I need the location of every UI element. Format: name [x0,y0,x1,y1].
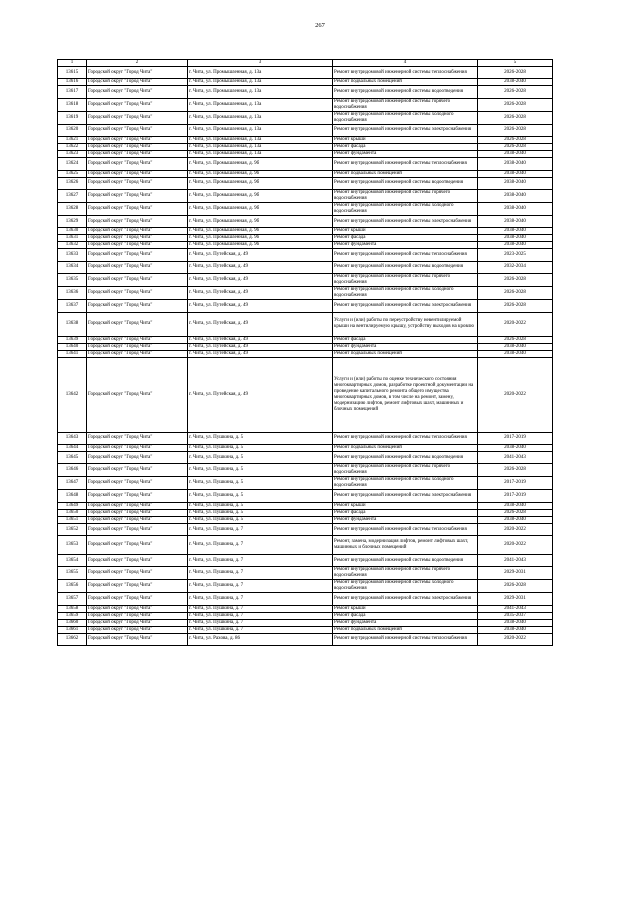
period-cell: 2041-2043 [478,452,553,464]
organization-cell: Городской округ "Город Чита" [87,177,188,189]
period-cell: 2038-2040 [478,235,553,242]
table-row [58,554,553,566]
work-type-cell: Ремонт внутридомовой инженерной системы теплоснабжения [333,523,478,535]
table-row [58,98,553,111]
table-row [58,432,553,444]
period-cell: 2026-2028 [478,98,553,111]
table-row [58,235,553,242]
table-row [58,344,553,351]
row-number: 13651 [58,516,87,523]
table-row [58,633,553,645]
page-number: 267 [315,22,325,29]
organization-cell: Городской округ "Город Чита" [87,612,188,619]
organization-cell: Городской округ "Город Чита" [87,124,188,136]
table-row [58,189,553,202]
row-number: 13638 [58,312,87,337]
work-type-cell: Ремонт фундамента [333,242,478,249]
organization-cell: Городской округ "Город Чита" [87,502,188,509]
address-cell: г. Чита, ул. Промышленная, д. 13а [188,151,333,158]
row-number: 13629 [58,215,87,227]
organization-cell: Городской округ "Город Чита" [87,605,188,612]
work-type-cell: Ремонт внутридомовой инженерной системы электроснабжения [333,490,478,502]
period-cell: 2041-2043 [478,554,553,566]
row-number: 13632 [58,242,87,249]
address-cell: г. Чита, ул. Путейская, д. 49 [188,351,333,358]
organization-cell: Городской округ "Город Чита" [87,151,188,158]
table-row [58,593,553,605]
row-number: 13649 [58,502,87,509]
row-number: 13660 [58,619,87,626]
organization-cell: Городской округ "Город Чита" [87,158,188,170]
address-cell: г. Чита, ул. Промышленная, д. 13а [188,137,333,144]
row-number: 13640 [58,344,87,351]
row-number: 13656 [58,580,87,593]
period-cell: 2029-2031 [478,593,553,605]
work-type-cell: Ремонт внутридомовой инженерной системы электроснабжения [333,215,478,227]
table-row [58,358,553,432]
address-cell: г. Чита, ул. Пушкина, д. 5 [188,490,333,502]
row-number: 13622 [58,144,87,151]
row-number: 13657 [58,593,87,605]
row-number: 13637 [58,300,87,312]
work-type-cell: Ремонт внутридомовой инженерной системы водоотведения [333,554,478,566]
period-cell: 2026-2028 [478,509,553,516]
table-row [58,464,553,477]
row-number: 13619 [58,111,87,124]
row-number: 13641 [58,351,87,358]
address-cell: г. Чита, ул. Путейская, д. 49 [188,287,333,300]
work-type-cell: Ремонт подвальных помещений [333,79,478,86]
work-type-cell: Услуги и (или) работы по переустройству невентилируемой крыши на вентилируемую крышу, устройству выходов на кровлю [333,312,478,337]
organization-cell: Городской округ "Город Чита" [87,300,188,312]
address-cell: г. Чита, ул. Путейская, д. 49 [188,312,333,337]
address-cell: г. Чита, ул. Пушкина, д. 5 [188,452,333,464]
period-cell: 2017-2019 [478,432,553,444]
work-type-cell: Ремонт подвальных помещений [333,626,478,633]
work-type-cell: Ремонт фундамента [333,151,478,158]
table-row [58,215,553,227]
address-cell: г. Чита, ул. Рахова, д. 86 [188,633,333,645]
table-row [58,351,553,358]
table-row [58,261,553,273]
address-cell: г. Чита, ул. Пушкина, д. 7 [188,523,333,535]
period-cell: 2038-2040 [478,626,553,633]
period-cell: 2026-2028 [478,124,553,136]
table-row [58,79,553,86]
work-type-cell: Ремонт внутридомовой инженерной системы холодного водоснабжения [333,202,478,215]
table-row [58,567,553,580]
address-cell: г. Чита, ул. Путейская, д. 49 [188,261,333,273]
address-cell: г. Чита, ул. Пушкина, д. 7 [188,536,333,555]
table-row [58,151,553,158]
row-number: 13636 [58,287,87,300]
period-cell: 2038-2040 [478,158,553,170]
organization-cell: Городской округ "Город Чита" [87,536,188,555]
organization-cell: Городской округ "Город Чита" [87,633,188,645]
period-cell: 2038-2040 [478,202,553,215]
address-cell: г. Чита, ул. Пушкина, д. 5 [188,432,333,444]
work-type-cell: Ремонт крыши [333,605,478,612]
organization-cell: Городской округ "Город Чита" [87,445,188,452]
table-row [58,158,553,170]
organization-cell: Городской округ "Город Чита" [87,452,188,464]
organization-cell: Городской округ "Город Чита" [87,98,188,111]
work-type-cell: Ремонт внутридомовой инженерной системы электроснабжения [333,593,478,605]
address-cell: г. Чита, ул. Пушкина, д. 7 [188,619,333,626]
period-cell: 2038-2040 [478,177,553,189]
header-col-1: 1 [58,60,87,67]
table-row [58,516,553,523]
organization-cell: Городской округ "Город Чита" [87,274,188,287]
row-number: 13635 [58,274,87,287]
address-cell: г. Чита, ул. Промышленная, д. 13а [188,111,333,124]
period-cell: 2020-2022 [478,312,553,337]
header-col-4: 4 [333,60,478,67]
table-row [58,287,553,300]
table-row [58,144,553,151]
work-type-cell: Ремонт внутридомовой инженерной системы горячего водоснабжения [333,464,478,477]
address-cell: г. Чита, ул. Промышленная, д. 13а [188,86,333,98]
address-cell: г. Чита, ул. Путейская, д. 49 [188,337,333,344]
row-number: 13648 [58,490,87,502]
period-cell: 2026-2028 [478,300,553,312]
work-type-cell: Ремонт крыши [333,137,478,144]
row-number: 13624 [58,158,87,170]
header-col-2: 2 [87,60,188,67]
organization-cell: Городской округ "Город Чита" [87,358,188,432]
address-cell: г. Чита, ул. Пушкина, д. 7 [188,567,333,580]
work-type-cell: Ремонт внутридомовой инженерной системы водоотведения [333,177,478,189]
period-cell: 2026-2028 [478,337,553,344]
row-number: 13627 [58,189,87,202]
work-type-cell: Ремонт фундамента [333,619,478,626]
table-row [58,170,553,177]
address-cell: г. Чита, ул. Пушкина, д. 5 [188,464,333,477]
row-number: 13643 [58,432,87,444]
organization-cell: Городской округ "Город Чита" [87,249,188,261]
organization-cell: Городской округ "Город Чита" [87,79,188,86]
work-type-cell: Ремонт внутридомовой инженерной системы холодного водоснабжения [333,287,478,300]
organization-cell: Городской округ "Город Чита" [87,432,188,444]
period-cell: 2032-2034 [478,261,553,273]
header-col-5: 5 [478,60,553,67]
period-cell: 2038-2040 [478,228,553,235]
organization-cell: Городской округ "Город Чита" [87,137,188,144]
period-cell: 2038-2040 [478,189,553,202]
row-number: 13652 [58,523,87,535]
address-cell: г. Чита, ул. Промышленная, д. 9б [188,235,333,242]
row-number: 13662 [58,633,87,645]
work-type-cell: Ремонт фундамента [333,344,478,351]
work-type-cell: Ремонт внутридомовой инженерной системы холодного водоснабжения [333,580,478,593]
period-cell: 2038-2040 [478,351,553,358]
organization-cell: Городской округ "Город Чита" [87,337,188,344]
organization-cell: Городской округ "Город Чита" [87,516,188,523]
address-cell: г. Чита, ул. Промышленная, д. 9б [188,189,333,202]
row-number: 13630 [58,228,87,235]
table-row [58,111,553,124]
period-cell: 2026-2028 [478,111,553,124]
row-number: 13618 [58,98,87,111]
work-type-cell: Ремонт крыши [333,228,478,235]
row-number: 13615 [58,67,87,79]
table-row [58,605,553,612]
table-row [58,626,553,633]
table-row [58,445,553,452]
table-row [58,452,553,464]
address-cell: г. Чита, ул. Пушкина, д. 7 [188,605,333,612]
organization-cell: Городской округ "Город Чита" [87,287,188,300]
period-cell: 2026-2028 [478,274,553,287]
organization-cell: Городской округ "Город Чита" [87,509,188,516]
table-row [58,242,553,249]
address-cell: г. Чита, ул. Пушкина, д. 5 [188,445,333,452]
period-cell: 2029-2031 [478,567,553,580]
work-type-cell: Ремонт подвальных помещений [333,445,478,452]
period-cell: 2026-2028 [478,144,553,151]
row-number: 13639 [58,337,87,344]
organization-cell: Городской округ "Город Чита" [87,490,188,502]
work-type-cell: Ремонт внутридомовой инженерной системы горячего водоснабжения [333,274,478,287]
organization-cell: Городской округ "Город Чита" [87,464,188,477]
row-number: 13628 [58,202,87,215]
header-col-3: 3 [188,60,333,67]
address-cell: г. Чита, ул. Промышленная, д. 13а [188,124,333,136]
organization-cell: Городской округ "Город Чита" [87,242,188,249]
period-cell: 2020-2022 [478,633,553,645]
work-type-cell: Ремонт внутридомовой инженерной системы теплоснабжения [333,158,478,170]
work-type-cell: Ремонт внутридомовой инженерной системы водоотведения [333,452,478,464]
organization-cell: Городской округ "Город Чита" [87,626,188,633]
organization-cell: Городской округ "Город Чита" [87,67,188,79]
organization-cell: Городской округ "Город Чита" [87,111,188,124]
work-type-cell: Ремонт внутридомовой инженерной системы холодного водоснабжения [333,477,478,490]
address-cell: г. Чита, ул. Путейская, д. 49 [188,358,333,432]
row-number: 13621 [58,137,87,144]
table-row [58,300,553,312]
row-number: 13623 [58,151,87,158]
address-cell: г. Чита, ул. Промышленная, д. 13а [188,67,333,79]
row-number: 13655 [58,567,87,580]
table-row [58,477,553,490]
address-cell: г. Чита, ул. Промышленная, д. 9б [188,242,333,249]
organization-cell: Городской округ "Город Чита" [87,235,188,242]
table-row [58,502,553,509]
work-type-cell: Ремонт фасада [333,235,478,242]
work-type-cell: Ремонт внутридомовой инженерной системы теплоснабжения [333,67,478,79]
organization-cell: Городской округ "Город Чита" [87,170,188,177]
address-cell: г. Чита, ул. Промышленная, д. 9б [188,228,333,235]
work-type-cell: Ремонт внутридомовой инженерной системы водоотведения [333,86,478,98]
organization-cell: Городской округ "Город Чита" [87,580,188,593]
work-type-cell: Ремонт фасада [333,612,478,619]
organization-cell: Городской округ "Город Чита" [87,144,188,151]
period-cell: 2020-2022 [478,536,553,555]
row-number: 13631 [58,235,87,242]
organization-cell: Городской округ "Город Чита" [87,312,188,337]
address-cell: г. Чита, ул. Пушкина, д. 5 [188,502,333,509]
table-row [58,509,553,516]
organization-cell: Городской округ "Город Чита" [87,619,188,626]
period-cell: 2020-2022 [478,358,553,432]
period-cell: 2038-2040 [478,170,553,177]
work-type-cell: Ремонт внутридомовой инженерной системы горячего водоснабжения [333,189,478,202]
row-number: 13646 [58,464,87,477]
work-type-cell: Ремонт фундамента [333,516,478,523]
period-cell: 2038-2040 [478,344,553,351]
table-row [58,523,553,535]
period-cell: 2038-2040 [478,619,553,626]
address-cell: г. Чита, ул. Промышленная, д. 9б [188,177,333,189]
organization-cell: Городской округ "Город Чита" [87,202,188,215]
row-number: 13645 [58,452,87,464]
organization-cell: Городской округ "Город Чита" [87,477,188,490]
period-cell: 2026-2028 [478,580,553,593]
row-number: 13634 [58,261,87,273]
table-row [58,274,553,287]
work-type-cell: Ремонт внутридомовой инженерной системы горячего водоснабжения [333,98,478,111]
address-cell: г. Чита, ул. Пушкина, д. 7 [188,626,333,633]
address-cell: г. Чита, ул. Промышленная, д. 13а [188,98,333,111]
row-number: 13617 [58,86,87,98]
period-cell: 2038-2040 [478,79,553,86]
row-number: 13620 [58,124,87,136]
organization-cell: Городской округ "Город Чита" [87,189,188,202]
address-cell: г. Чита, ул. Пушкина, д. 7 [188,554,333,566]
table-row [58,202,553,215]
table-row [58,124,553,136]
work-type-cell: Услуги и (или) работы по оценке технического состояния многоквартирных домов, разработке проектной документации на проведение капитального ремонта общего имущества многоквартирных домов, в том числе на ремонт, замену, модернизацию лифтов, ремонт лифтовых шахт, машинных и блочных помещений [333,358,478,432]
row-number: 13653 [58,536,87,555]
work-type-cell: Ремонт, замена, модернизация лифтов, ремонт лифтовых шахт, машинных и блочных помещений [333,536,478,555]
table-header-row [58,60,553,67]
table-row [58,86,553,98]
row-number: 13654 [58,554,87,566]
table-row [58,490,553,502]
address-cell: г. Чита, ул. Промышленная, д. 9б [188,170,333,177]
row-number: 13661 [58,626,87,633]
work-type-cell: Ремонт подвальных помещений [333,170,478,177]
period-cell: 2038-2040 [478,516,553,523]
address-cell: г. Чита, ул. Пушкина, д. 7 [188,580,333,593]
work-type-cell: Ремонт внутридомовой инженерной системы электроснабжения [333,124,478,136]
table-row [58,536,553,555]
address-cell: г. Чита, ул. Промышленная, д. 13а [188,144,333,151]
row-number: 13633 [58,249,87,261]
work-type-cell: Ремонт подвальных помещений [333,351,478,358]
work-type-cell: Ремонт внутридомовой инженерной системы водоотведения [333,261,478,273]
period-cell: 2026-2028 [478,137,553,144]
address-cell: г. Чита, ул. Пушкина, д. 7 [188,593,333,605]
address-cell: г. Чита, ул. Пушкина, д. 5 [188,477,333,490]
work-type-cell: Ремонт внутридомовой инженерной системы теплоснабжения [333,249,478,261]
work-type-cell: Ремонт внутридомовой инженерной системы теплоснабжения [333,432,478,444]
address-cell: г. Чита, ул. Промышленная, д. 9б [188,215,333,227]
address-cell: г. Чита, ул. Путейская, д. 49 [188,344,333,351]
work-type-cell: Ремонт фасада [333,144,478,151]
address-cell: г. Чита, ул. Промышленная, д. 9б [188,202,333,215]
row-number: 13647 [58,477,87,490]
period-cell: 2038-2040 [478,445,553,452]
table-row [58,580,553,593]
period-cell: 2041-2043 [478,605,553,612]
table-row [58,249,553,261]
row-number: 13644 [58,445,87,452]
table-row [58,177,553,189]
table-row [58,312,553,337]
address-cell: г. Чита, ул. Промышленная, д. 13а [188,79,333,86]
period-cell: 2038-2040 [478,242,553,249]
organization-cell: Городской округ "Город Чита" [87,215,188,227]
row-number: 13616 [58,79,87,86]
address-cell: г. Чита, ул. Пушкина, д. 5 [188,516,333,523]
row-number: 13650 [58,509,87,516]
table-row [58,619,553,626]
organization-cell: Городской округ "Город Чита" [87,86,188,98]
row-number: 13658 [58,605,87,612]
organization-cell: Городской округ "Город Чита" [87,344,188,351]
address-cell: г. Чита, ул. Путейская, д. 49 [188,300,333,312]
row-number: 13642 [58,358,87,432]
organization-cell: Городской округ "Город Чита" [87,261,188,273]
work-type-cell: Ремонт фасада [333,509,478,516]
address-cell: г. Чита, ул. Пушкина, д. 7 [188,612,333,619]
work-type-cell: Ремонт крыши [333,502,478,509]
table-row [58,337,553,344]
period-cell: 2038-2040 [478,502,553,509]
period-cell: 2038-2040 [478,215,553,227]
period-cell: 2017-2019 [478,490,553,502]
address-cell: г. Чита, ул. Путейская, д. 49 [188,249,333,261]
organization-cell: Городской округ "Город Чита" [87,593,188,605]
work-type-cell: Ремонт внутридомовой инженерной системы холодного водоснабжения [333,111,478,124]
table-row [58,612,553,619]
period-cell: 2020-2022 [478,523,553,535]
row-number: 13626 [58,177,87,189]
period-cell: 2026-2028 [478,67,553,79]
capital-repair-table [57,59,553,646]
organization-cell: Городской округ "Город Чита" [87,228,188,235]
period-cell: 2026-2028 [478,86,553,98]
work-type-cell: Ремонт внутридомовой инженерной системы теплоснабжения [333,633,478,645]
work-type-cell: Ремонт внутридомовой инженерной системы электроснабжения [333,300,478,312]
organization-cell: Городской округ "Город Чита" [87,351,188,358]
period-cell: 2023-2025 [478,249,553,261]
table-row [58,228,553,235]
address-cell: г. Чита, ул. Путейская, д. 49 [188,274,333,287]
address-cell: г. Чита, ул. Промышленная, д. 9б [188,158,333,170]
period-cell: 2035-2037 [478,612,553,619]
period-cell: 2038-2040 [478,151,553,158]
work-type-cell: Ремонт внутридомовой инженерной системы горячего водоснабжения [333,567,478,580]
table-row [58,137,553,144]
row-number: 13659 [58,612,87,619]
period-cell: 2017-2019 [478,477,553,490]
organization-cell: Городской округ "Город Чита" [87,554,188,566]
row-number: 13625 [58,170,87,177]
period-cell: 2026-2028 [478,464,553,477]
period-cell: 2026-2028 [478,287,553,300]
organization-cell: Городской округ "Город Чита" [87,523,188,535]
table-row [58,67,553,79]
address-cell: г. Чита, ул. Пушкина, д. 5 [188,509,333,516]
table-body [58,67,553,646]
work-type-cell: Ремонт фасада [333,337,478,344]
organization-cell: Городской округ "Город Чита" [87,567,188,580]
